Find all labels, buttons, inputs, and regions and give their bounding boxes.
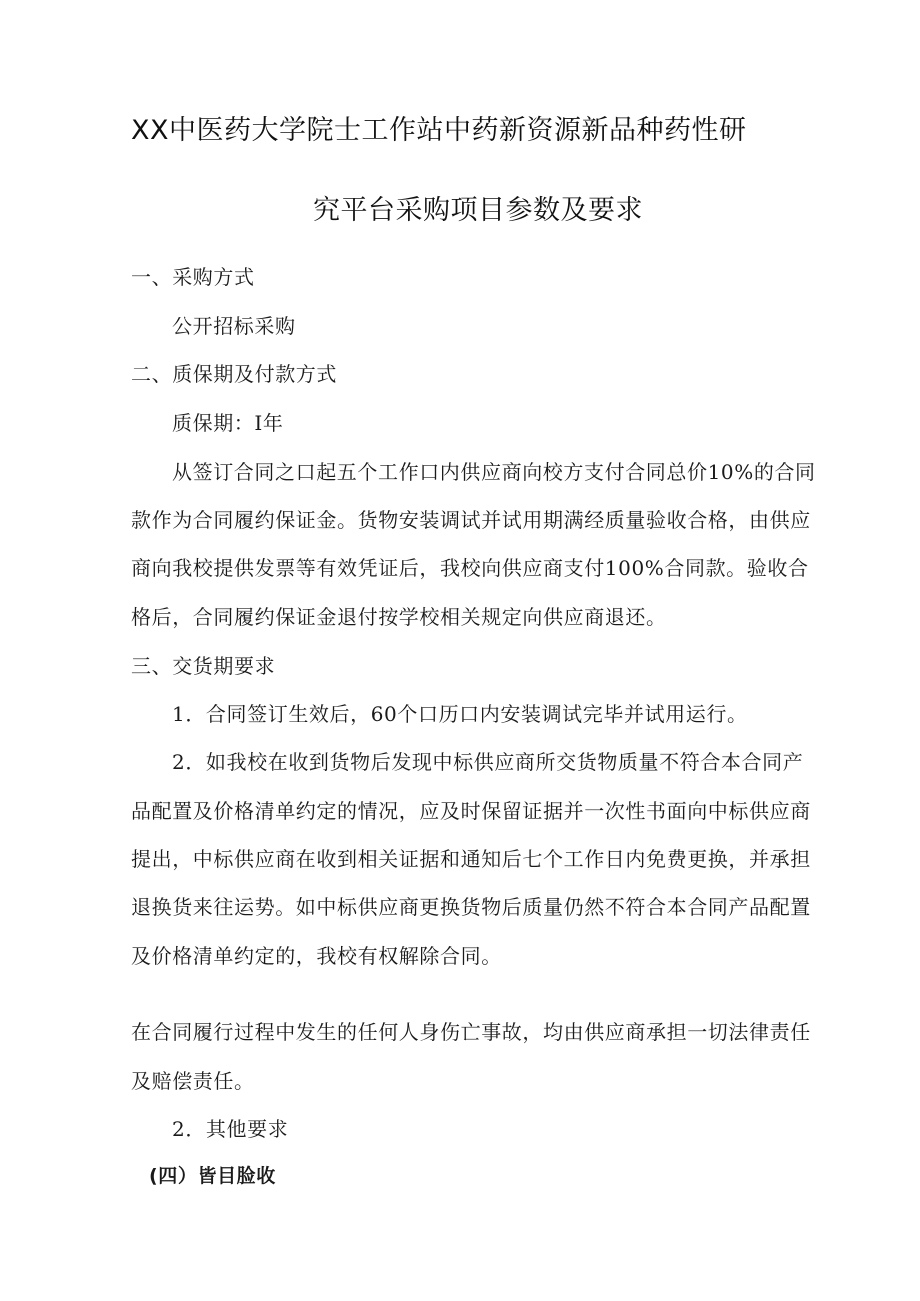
section-heading-delivery: 三、交货期要求 [131,654,276,678]
payment-paragraph-line: 格后，合同履约保证金退付按学校相关规定向供应商退还。 [131,605,667,629]
document-title-line-1: XX中医药大学院士工作站中药新资源新品种药性研 [131,115,747,146]
liability-paragraph-line: 及赔偿责任。 [131,1069,255,1093]
delivery-item-2-line: 品配置及价格清单约定的情况，应及时保留证据并一次性书面向中标供应商 [131,799,811,823]
section-heading-procurement-method: 一、采购方式 [131,265,255,289]
liability-paragraph-line: 在合同履行过程中发生的任何人身伤亡事故，均由供应商承担一切法律责任 [131,1020,811,1044]
delivery-item-2-line: 提出，中标供应商在收到相关证据和通知后七个工作日内免费更换，并承担 [131,847,811,871]
section-heading-acceptance: (四）皆目脸收 [149,1165,276,1187]
section-heading-warranty-payment: 二、质保期及付款方式 [131,362,337,386]
procurement-method-text: 公开招标采购 [172,314,296,338]
delivery-item-2-line: 及价格清单约定的，我校有权解除合同。 [131,944,502,968]
other-requirements-item: 2．其他要求 [172,1117,289,1141]
document-title-line-2: 究平台采购项目参数及要求 [313,195,643,226]
warranty-period-text: 质保期：I年 [172,411,284,435]
delivery-item-2-line: 2．如我校在收到货物后发现中标供应商所交货物质量不符合本合同产 [172,750,804,774]
delivery-item-2-line: 退换货来往运势。如中标供应商更换货物后质量仍然不符合本合同产品配置 [131,895,811,919]
payment-paragraph-line: 商向我校提供发票等有效凭证后，我校向供应商支付100%合同款。验收合 [131,556,809,580]
payment-paragraph-line: 款作为合同履约保证金。货物安装调试并试用期满经质量验收合格，由供应 [131,508,811,532]
payment-paragraph-line: 从签订合同之口起五个工作口内供应商向校方支付合同总价10%的合同 [172,460,816,484]
delivery-item-1: 1．合同签订生效后，60个口历口内安装调试完毕并试用运行。 [172,702,748,726]
